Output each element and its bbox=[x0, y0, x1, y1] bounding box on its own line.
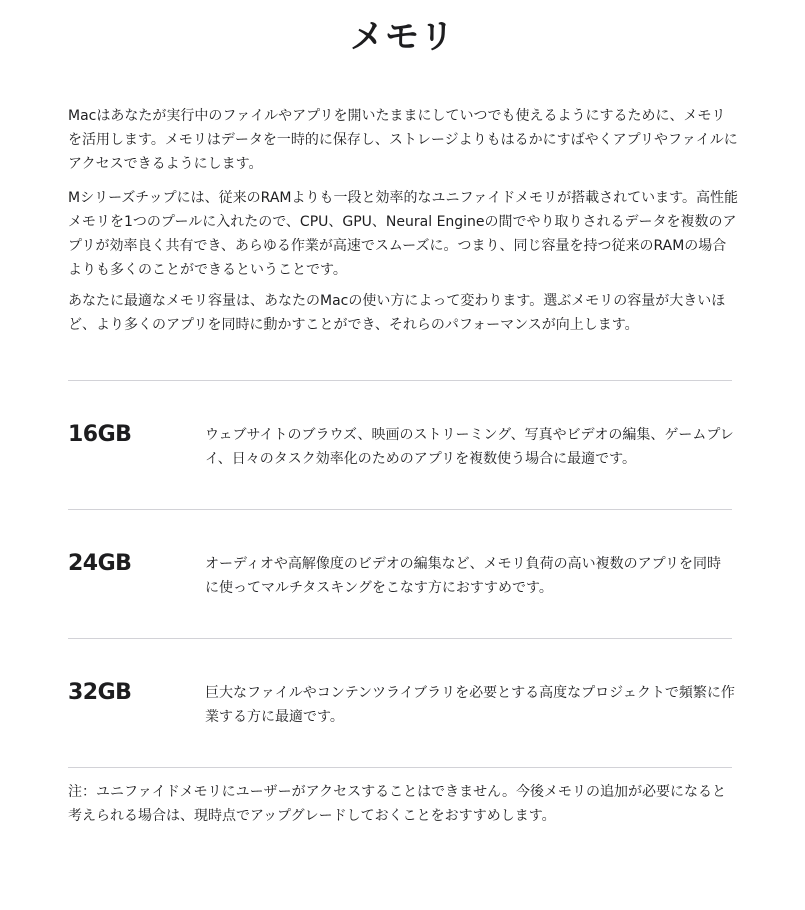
tier-description-32gb: 巨大なファイルやコンテンツライブラリを必要とする高度なプロジェクトで頻繁に作業する方に最適です。 bbox=[205, 685, 735, 725]
tier-size-16gb: 16GB bbox=[68, 422, 132, 447]
tier-description-16gb: ウェブサイトのブラウズ、映画のストリーミング、写真やビデオの編集、ゲームプレイ、日々のタスク効率化のためのアプリを複数使う場合に最適です。 bbox=[205, 427, 734, 467]
intro-paragraph-1: Macはあなたが実行中のファイルやアプリを開いたままにしていつでも使えるようにするために、メモリを活用します。メモリはデータを一時的に保存し、ストレージよりもはるかにすばやくアプリやファイルにアクセスできるようにします。 bbox=[68, 108, 738, 172]
divider bbox=[68, 767, 732, 768]
intro-paragraph-2: Mシリーズチップには、従来のRAMよりも一段と効率的なユニファイドメモリが搭載されています。高性能メモリを1つのプールに入れたので、CPU、GPU、Neural Engineの間でやり取りされるデータを複数のアプリが効率良く共有でき、あらゆる作業が高速でスムーズに。つまり、同じ容量を持つ従来のRAMの場合よりも多くのことができるということです。 bbox=[68, 190, 738, 278]
divider bbox=[68, 638, 732, 639]
tier-size-24gb: 24GB bbox=[68, 551, 132, 576]
tier-size-32gb: 32GB bbox=[68, 680, 132, 705]
section-title: メモリ bbox=[350, 17, 455, 57]
intro-paragraph-3: あなたに最適なメモリ容量は、あなたのMacの使い方によって変わります。選ぶメモリの容量が大きいほど、より多くのアプリを同時に動かすことができ、それらのパフォーマンスが向上します。 bbox=[68, 293, 726, 333]
tier-description-24gb: オーディオや高解像度のビデオの編集など、メモリ負荷の高い複数のアプリを同時に使ってマルチタスキングをこなす方におすすめです。 bbox=[205, 556, 722, 596]
divider bbox=[68, 380, 732, 381]
footnote: 注：ユニファイドメモリにユーザーがアクセスすることはできません。今後メモリの追加が必要になると考えられる場合は、現時点でアップグレードしておくことをおすすめします。 bbox=[68, 784, 726, 824]
divider bbox=[68, 509, 732, 510]
